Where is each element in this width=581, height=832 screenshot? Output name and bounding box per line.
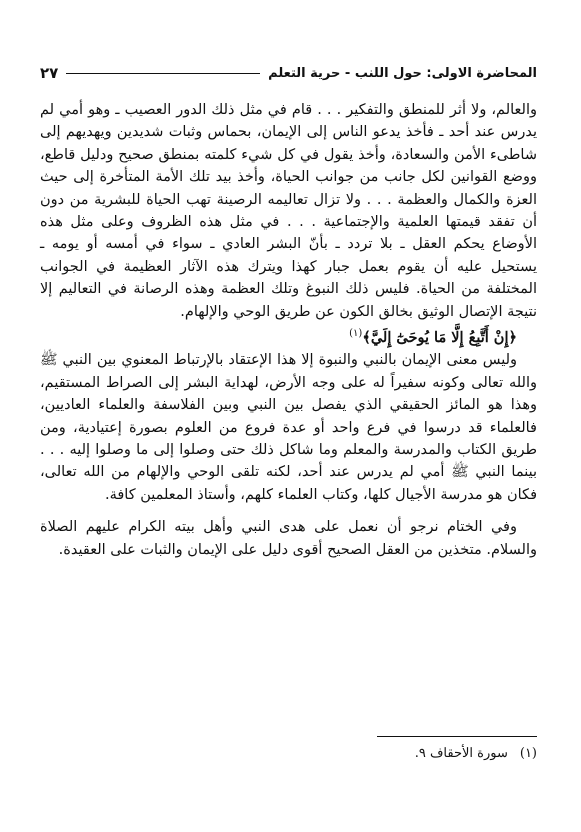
body-text	[40, 99, 537, 561]
footnote-divider	[377, 736, 537, 737]
footnote	[415, 746, 537, 761]
page-number: ٢٧	[40, 64, 59, 82]
verse-text: ﴿إِنْ أَتَّبِعُ إِلَّا مَا يُوحَىٰٓ إِلَيَّ﴾	[362, 328, 517, 346]
footnote-text: سورة الأحقاف ٩.	[414, 746, 508, 761]
paragraph-2: وليس معنى الإيمان بالنبي والنبوة إلا هذا الإعتقاد بالإرتباط المعنوي بين النبي ﷺ والله تعالى وكونه سفيراً له على وجه الأرض، لهداية البشر إلى الصراط المستقيم، وهذا هو المائز الحقيقي الذي يفصل بين النبي وبين الفلاسفة والعلماء العاديين، فالعلماء قد درسوا في فرع واحد أو عدة فروع من العلوم بصورة إعتيادية، ومن طريق الكتاب والمدرسة والمعلم وما شاكل ذلك حتى وصلوا إلى ما وصلوا إليه . . . بينما النبي ﷺ أمي لم يدرس عند أحد، لكنه تلقى الوحي والإلهام من الله تعالى، فكان هو مدرسة الأجيال كلها، وكتاب العلماء كلهم، وأستاذ المعلمين كافة.	[40, 352, 537, 503]
chapter-title: المحاضرة الاولى: حول اللنب - حرية التعلم	[268, 65, 537, 81]
footnote-number: (١)	[519, 746, 537, 761]
footnote-marker[interactable]: (١)	[349, 328, 363, 340]
running-header	[40, 60, 537, 86]
header-rule	[66, 73, 260, 74]
paragraph-3: وفي الختام نرجو أن نعمل على هدى النبي وأهل بيته الكرام عليهم الصلاة والسلام. متخذين من العقل الصحيح أقوى دليل على الإيمان والثبات على العقيدة.	[40, 519, 537, 558]
quranic-verse	[40, 323, 537, 349]
paragraph-1: والعالم، ولا أثر للمنطق والتفكير . . . قام في مثل ذلك الدور العصيب ـ وهو أمي لم يدرس عند أحد ـ فأخذ يدعو الناس إلى الإيمان، بحماس وثبات شديدين ويهديهم إلى شاطىء الأمن والسعادة، وأخذ يقول في كل شيء كلمته بمنطق صحيح ودليل قاطع، ووضع القوانين لكل جانب من جوانب الحياة، وأخذ بيد تلك الأمة المتأخرة إلى حيث العزة والكمال والعظمة . . . ولا تزال تعاليمه الرصينة تهب الحياة للبشرية من دون أن تفقد قيمتها العلمية والإجتماعية . . . في مثل هذه الظروف وعلى مثل هذه الأوضاع يحكم العقل ـ بلا تردد ـ بأنّ البشر العادي ـ سواء في أمسه أو يومه ـ يستحيل عليه أن يقوم بعمل جبار كهذا ويترك هذه الآثار العظيمة في الجوانب المختلفة من الحياة. فليس ذلك النبوغ وتلك العظمة وهذه الرصانة في التعاليم إلا نتيجة الإتصال الوثيق بخالق الكون عن طريق الوحي والإلهام.	[40, 102, 537, 320]
